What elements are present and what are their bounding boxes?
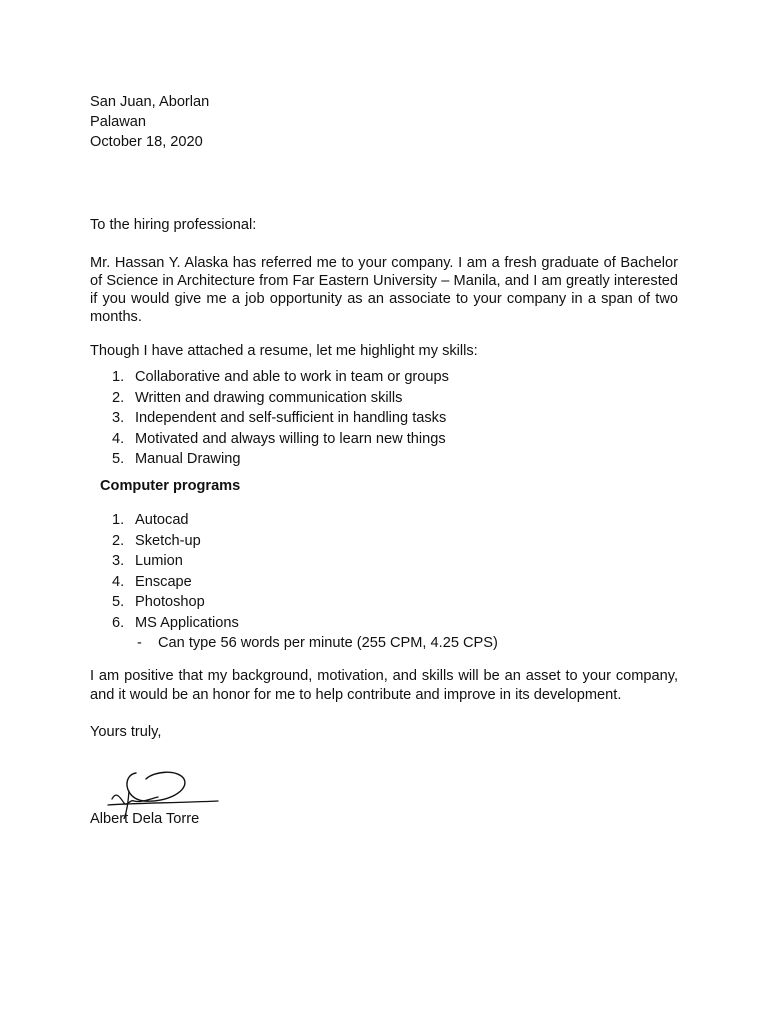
list-item-text: Collaborative and able to work in team or groups — [135, 369, 449, 385]
list-item-text: Sketch-up — [135, 532, 201, 549]
list-item-text: Motivated and always willing to learn new things — [135, 430, 446, 447]
list-number: 1. — [112, 369, 125, 385]
address-line-2: Palawan — [90, 114, 146, 130]
intro-paragraph: Mr. Hassan Y. Alaska has referred me to your company. I am a fresh graduate of Bachelor of Science in Architecture from Far Eastern University – Manila, and I am greatly interested if you would give me a job opportunity as an associate to your company in a span of two months. — [90, 255, 678, 325]
list-number: 4. — [112, 573, 125, 590]
list-item — [90, 388, 678, 409]
programs-heading: Computer programs — [100, 477, 241, 494]
list-number: 5. — [112, 594, 125, 611]
signature-block — [90, 769, 678, 827]
list-item — [90, 551, 678, 572]
list-number: 5. — [112, 451, 125, 467]
list-item — [90, 592, 678, 613]
list-item — [90, 449, 678, 470]
list-item-text: Photoshop — [135, 594, 205, 611]
list-item-text: Manual Drawing — [135, 451, 241, 467]
sender-address — [90, 92, 678, 152]
list-item-text: Lumion — [135, 553, 183, 570]
list-item-text: MS Applications — [135, 614, 239, 631]
typing-note — [90, 633, 678, 653]
list-number: 6. — [112, 614, 125, 631]
programs-list — [90, 510, 678, 633]
list-item-text: Autocad — [135, 512, 189, 529]
salutation: To the hiring professional: — [90, 217, 257, 233]
list-number: 2. — [112, 532, 125, 549]
list-item-text: Written and drawing communication skills — [135, 389, 403, 406]
closing-paragraph: I am positive that my background, motivation, and skills will be an asset to your company, and it would be an honor for me to help contribute and improve in its development. — [90, 668, 678, 704]
list-item — [90, 429, 678, 450]
list-number: 2. — [112, 389, 125, 406]
signoff: Yours truly, — [90, 724, 162, 741]
list-number: 3. — [112, 410, 125, 426]
list-number: 4. — [112, 430, 125, 447]
list-item — [90, 572, 678, 593]
list-item-text: Independent and self-sufficient in handling tasks — [135, 410, 447, 426]
list-number: 3. — [112, 553, 125, 570]
list-item — [90, 510, 678, 531]
letter-date: October 18, 2020 — [90, 134, 203, 150]
letter-page — [90, 92, 678, 827]
list-number: 1. — [112, 512, 125, 529]
signer-name: Albert Dela Torre — [90, 811, 200, 828]
list-item — [90, 613, 678, 634]
skills-intro: Though I have attached a resume, let me highlight my skills: — [90, 343, 478, 359]
list-item — [90, 408, 678, 429]
list-item — [90, 367, 678, 388]
list-item-text: Enscape — [135, 573, 192, 590]
list-item — [90, 531, 678, 552]
skills-list — [90, 367, 678, 470]
typing-note-text: Can type 56 words per minute (255 CPM, 4.25 CPS) — [158, 635, 498, 652]
address-line-1: San Juan, Aborlan — [90, 94, 210, 110]
dash-bullet: - — [137, 635, 142, 652]
